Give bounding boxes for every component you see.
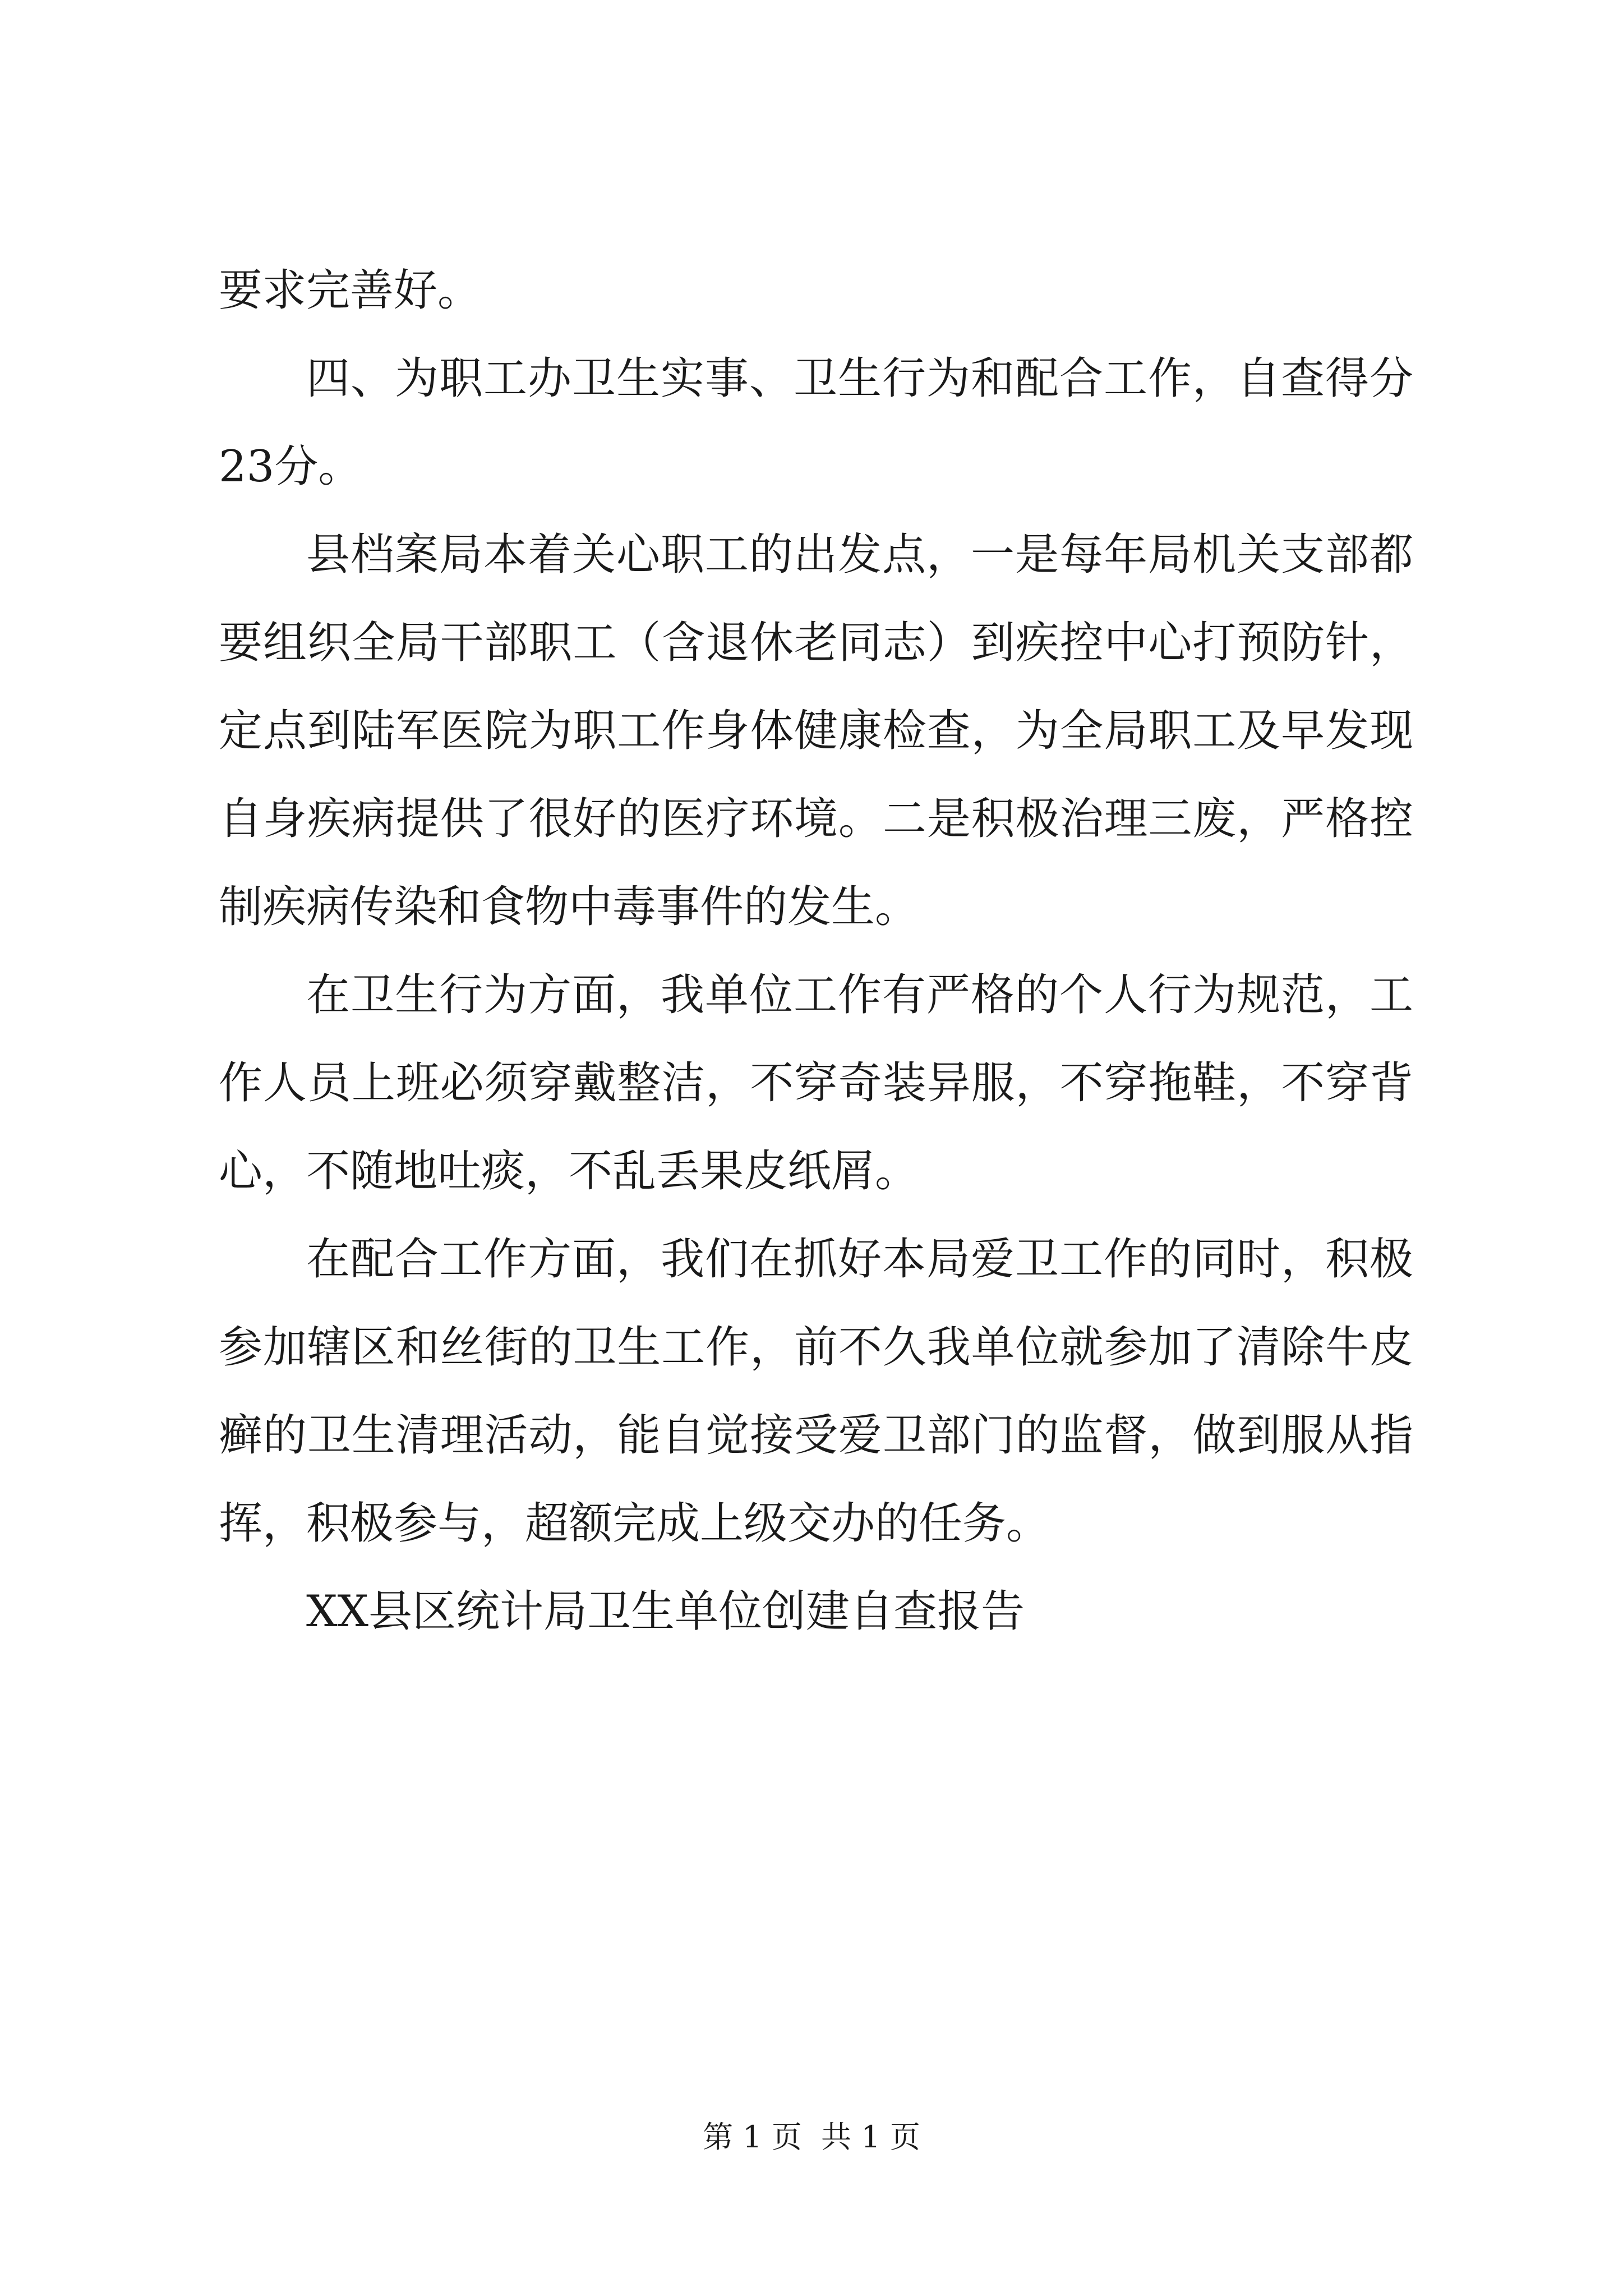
page-footer [0, 2118, 1623, 2157]
paragraph-hygiene-behavior: 在卫生行为方面，我单位工作有严格的个人行为规范，工作人员上班必须穿戴整洁，不穿奇装异服，不穿拖鞋，不穿背心，不随地吐痰，不乱丢果皮纸屑。 [219, 970, 1413, 1197]
page-number-label: 第 1 页 共 1 页 [703, 2119, 920, 2155]
document-body [219, 247, 1413, 1656]
paragraph-staff-health: 县档案局本着关心职工的出发点，一是每年局机关支部都要组织全局干部职工（含退休老同志）到疾控中心打预防针，定点到陆军医院为职工作身体健康检查，为全局职工及早发现自身疾病提供了很好的医疗环境。二是积极治理三废，严格控制疾病传染和食物中毒事件的发生。 [219, 530, 1413, 932]
paragraph-section-four-heading: 四、为职工办卫生实事、卫生行为和配合工作，自查得分23分。 [219, 353, 1413, 492]
paragraph-report-title: XX县区统计局卫生单位创建自查报告 [306, 1586, 1025, 1637]
paragraph-cooperation-work: 在配合工作方面，我们在抓好本局爱卫工作的同时，积极参加辖区和丝街的卫生工作，前不久我单位就参加了清除牛皮癣的卫生清理活动，能自觉接受爱卫部门的监督，做到服从指挥，积极参与，超额完成上级交办的任务。 [219, 1234, 1413, 1549]
paragraph-continuation: 要求完善好。 [219, 265, 482, 316]
